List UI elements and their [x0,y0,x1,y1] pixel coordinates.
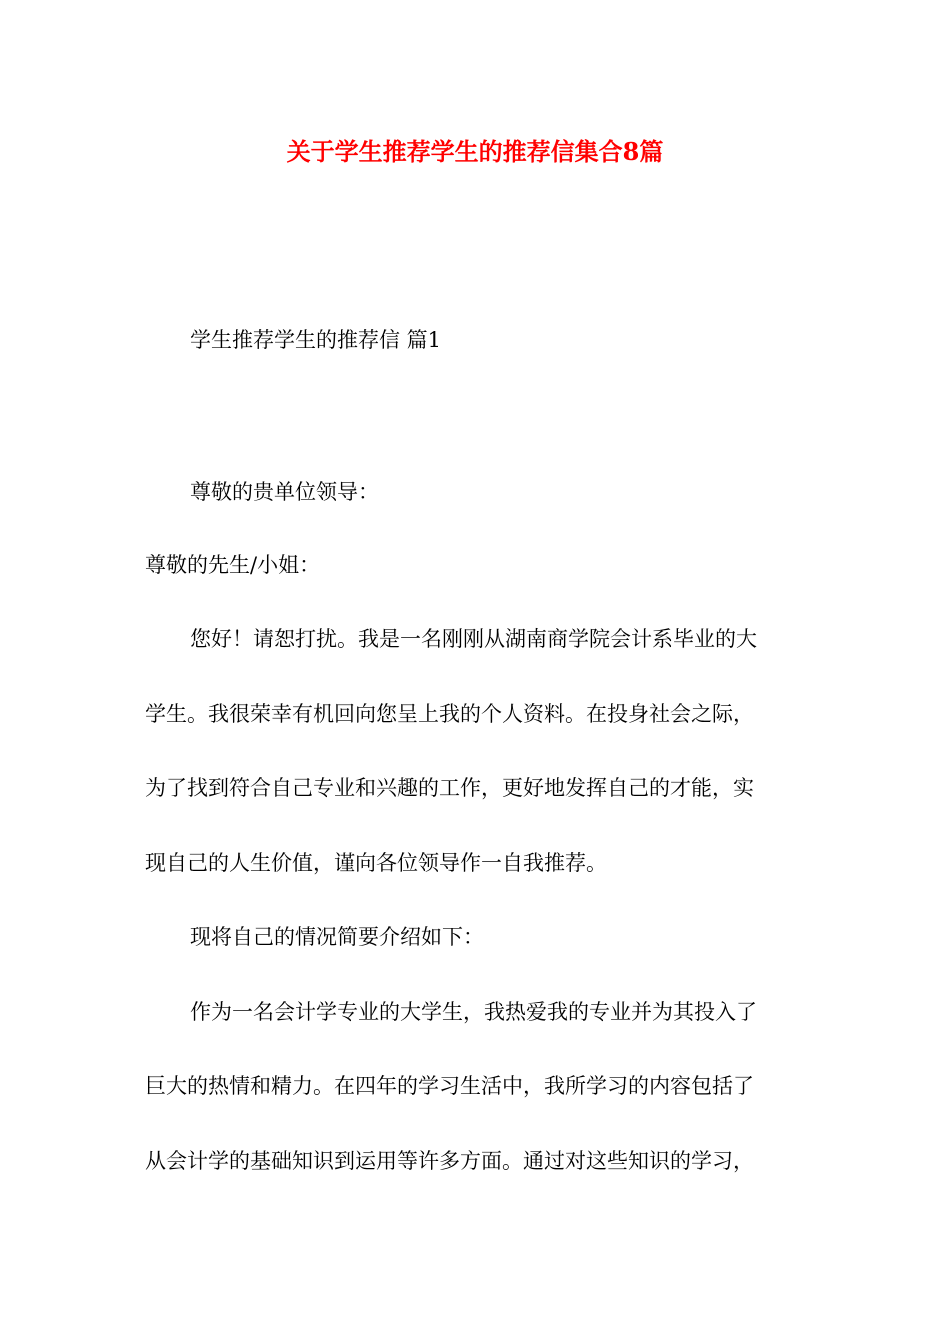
paragraph-line: 巨大的热情和精力。在四年的学习生活中，我所学习的内容包括了 [145,1074,754,1098]
document-title: 关于学生推荐学生的推荐信集合8篇 [286,137,664,166]
paragraph-line: 您好！请恕打扰。我是一名刚刚从湖南商学院会计系毕业的大 [190,627,757,651]
section-heading: 学生推荐学生的推荐信 篇1 [190,328,442,352]
paragraph-line: 现自己的人生价值，谨向各位领导作一自我推荐。 [145,851,607,875]
paragraph-line: 作为一名会计学专业的大学生，我热爱我的专业并为其投入了 [190,1000,757,1024]
paragraph-line: 从会计学的基础知识到运用等许多方面。通过对这些知识的学习， [145,1149,754,1173]
salutation-line: 尊敬的贵单位领导： [190,480,379,504]
salutation-line: 尊敬的先生/小姐： [145,553,321,577]
paragraph-line: 学生。我很荣幸有机回向您呈上我的个人资料。在投身社会之际， [145,702,754,726]
paragraph-line: 现将自己的情况简要介绍如下： [190,925,484,949]
paragraph-line: 为了找到符合自己专业和兴趣的工作，更好地发挥自己的才能，实 [145,776,754,800]
